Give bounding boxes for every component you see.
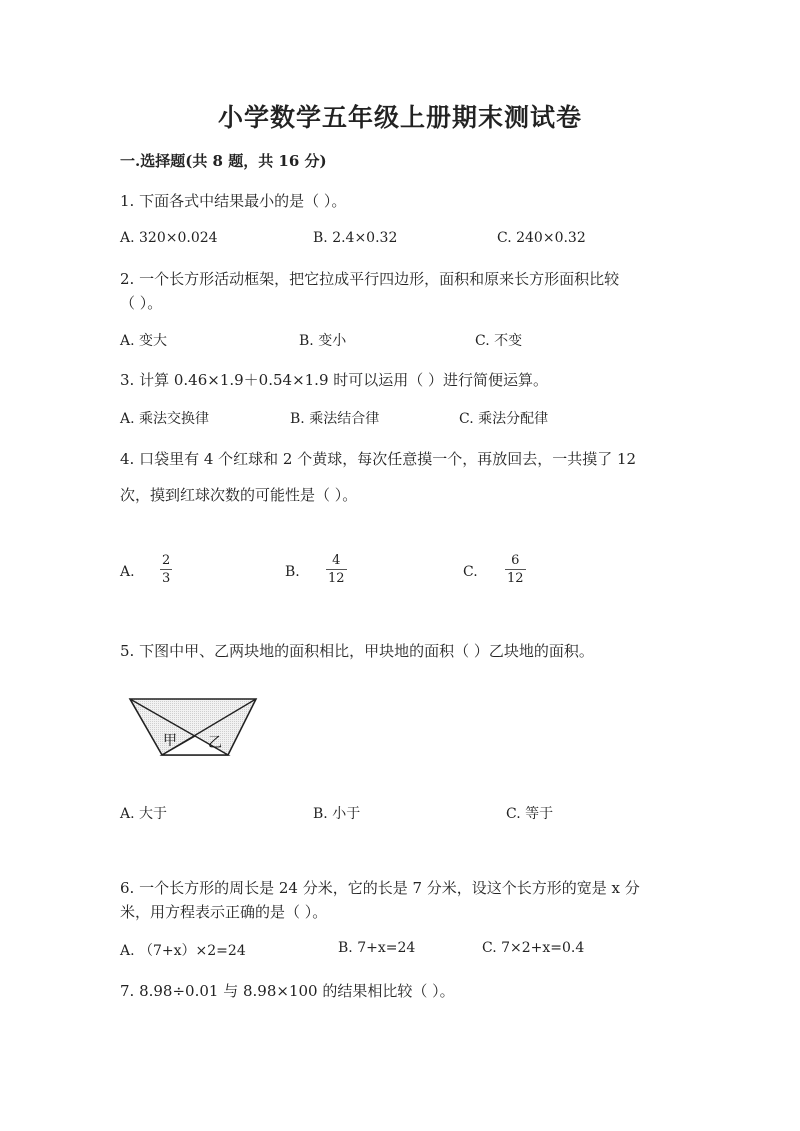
question-1-option-a: A. 320×0.024 — [120, 230, 218, 246]
question-2-option-c: C. 不变 — [475, 333, 523, 349]
question-6-option-c: C. 7×2+x=0.4 — [482, 940, 585, 956]
fraction-bar — [505, 569, 526, 570]
question-6-text-line-1: 6. 一个长方形的周长是 24 分米，它的长是 7 分米，设这个长方形的宽是 x 分 — [120, 879, 640, 897]
question-4-text-line-2: 次，摸到红球次数的可能性是（ ）。 — [120, 486, 358, 504]
question-6-option-b: B. 7+x=24 — [338, 940, 416, 956]
question-2-option-b: B. 变小 — [299, 333, 347, 349]
fraction-numerator: 4 — [332, 553, 341, 568]
question-5-option-c: C. 等于 — [506, 806, 554, 822]
question-3-text: 3. 计算 0.46×1.9＋0.54×1.9 时可以运用（ ）进行简便运算。 — [120, 371, 549, 389]
section-heading: 一.选择题(共 8 题，共 16 分) — [120, 152, 327, 170]
question-3-option-c: C. 乘法分配律 — [459, 411, 549, 427]
question-4-option-c-label: C. — [463, 564, 478, 580]
question-1-text: 1. 下面各式中结果最小的是（ ）。 — [120, 192, 347, 210]
fraction-bar — [160, 569, 172, 570]
page-title: 小学数学五年级上册期末测试卷 — [217, 103, 582, 132]
question-1-option-b: B. 2.4×0.32 — [313, 230, 398, 246]
question-4-option-b-fraction — [326, 553, 347, 586]
question-6-text-line-2: 米，用方程表示正确的是（ ）。 — [120, 903, 328, 921]
question-5-text: 5. 下图中甲、乙两块地的面积相比，甲块地的面积（ ）乙块地的面积。 — [120, 642, 594, 660]
question-2-text-line-2: （ ）。 — [120, 294, 163, 312]
question-3-option-a: A. 乘法交换律 — [120, 411, 210, 427]
question-2-text-line-1: 2. 一个长方形活动框架，把它拉成平行四边形，面积和原来长方形面积比较 — [120, 270, 620, 288]
question-7-text: 7. 8.98÷0.01 与 8.98×100 的结果相比较（ ）。 — [120, 982, 455, 1000]
question-4-option-c-fraction — [505, 553, 526, 586]
fraction-denominator: 3 — [162, 571, 171, 586]
question-4-text-line-1: 4. 口袋里有 4 个红球和 2 个黄球，每次任意摸一个，再放回去，一共摸了 12 — [120, 450, 637, 468]
figure-label-jia: 甲 — [163, 733, 177, 749]
figure-label-yi: 乙 — [208, 735, 222, 751]
fraction-denominator: 12 — [328, 571, 345, 586]
question-4-option-a-fraction — [160, 553, 172, 586]
fraction-numerator: 2 — [162, 553, 171, 568]
question-4-option-b-label: B. — [285, 564, 300, 580]
fraction-bar — [326, 569, 347, 570]
question-6-option-a: A. （7+x）×2=24 — [120, 943, 246, 959]
fraction-denominator: 12 — [507, 571, 524, 586]
fraction-numerator: 6 — [511, 553, 520, 568]
trapezoid-figure — [126, 695, 260, 763]
question-5-option-a: A. 大于 — [120, 806, 168, 822]
question-3-option-b: B. 乘法结合律 — [290, 411, 380, 427]
question-4-option-a-label: A. — [120, 564, 135, 580]
question-5-option-b: B. 小于 — [313, 806, 361, 822]
question-1-option-c: C. 240×0.32 — [497, 230, 586, 246]
question-2-option-a: A. 变大 — [120, 333, 168, 349]
